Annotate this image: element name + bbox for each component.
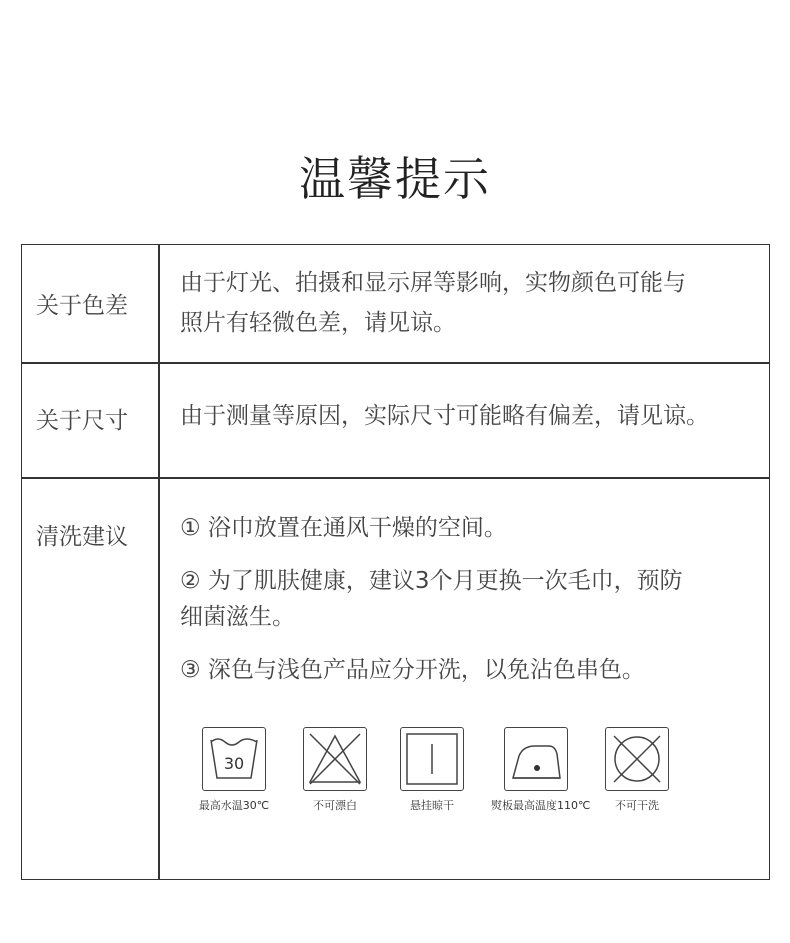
size-note: 由于测量等原因，实际尺寸可能略有偏差，请见谅。 [180,403,709,429]
wash-tip-2: ② 为了肌肤健康，建议3个月更换一次毛巾，预防 [180,568,683,594]
row-divider [22,477,769,479]
color-diff-line-2: 照片有轻微色差，请见谅。 [180,310,456,336]
row-label-wash: 清洗建议 [36,524,128,550]
care-item-no-bleach [290,727,380,813]
no-bleach-icon [303,727,367,791]
wash-tip-1: ① 浴巾放置在通风干燥的空间。 [180,515,507,541]
wash-temp-text: 30 [223,754,245,773]
care-item-iron [491,727,591,813]
row-label-color-diff: 关于色差 [36,293,128,319]
no-wash-icon [605,727,669,791]
care-label: 熨板最高温度110℃ [491,799,591,812]
care-item-wash [189,727,279,813]
page-title: 温馨提示 [299,152,491,206]
row-label-size: 关于尺寸 [36,408,128,434]
care-label: 最高水温30℃ [198,799,270,812]
wash-tip-3: ③ 深色与浅色产品应分开洗，以免沾色串色。 [180,657,645,683]
care-label: 悬挂晾干 [410,799,454,812]
tips-table [21,244,770,880]
hang-dry-icon [400,727,464,791]
care-label: 不可漂白 [313,799,357,812]
wash-tip-2-cont: 细菌滋生。 [180,604,295,630]
color-diff-line-1: 由于灯光、拍摄和显示屏等影响，实物颜色可能与 [180,270,686,296]
column-divider [158,245,160,879]
care-item-hang-dry [387,727,477,813]
care-label: 不可干洗 [615,799,659,812]
row-divider [22,362,769,364]
wash-30-icon [202,727,266,791]
iron-110-icon [504,727,568,791]
care-item-no-dry-clean [592,727,682,813]
